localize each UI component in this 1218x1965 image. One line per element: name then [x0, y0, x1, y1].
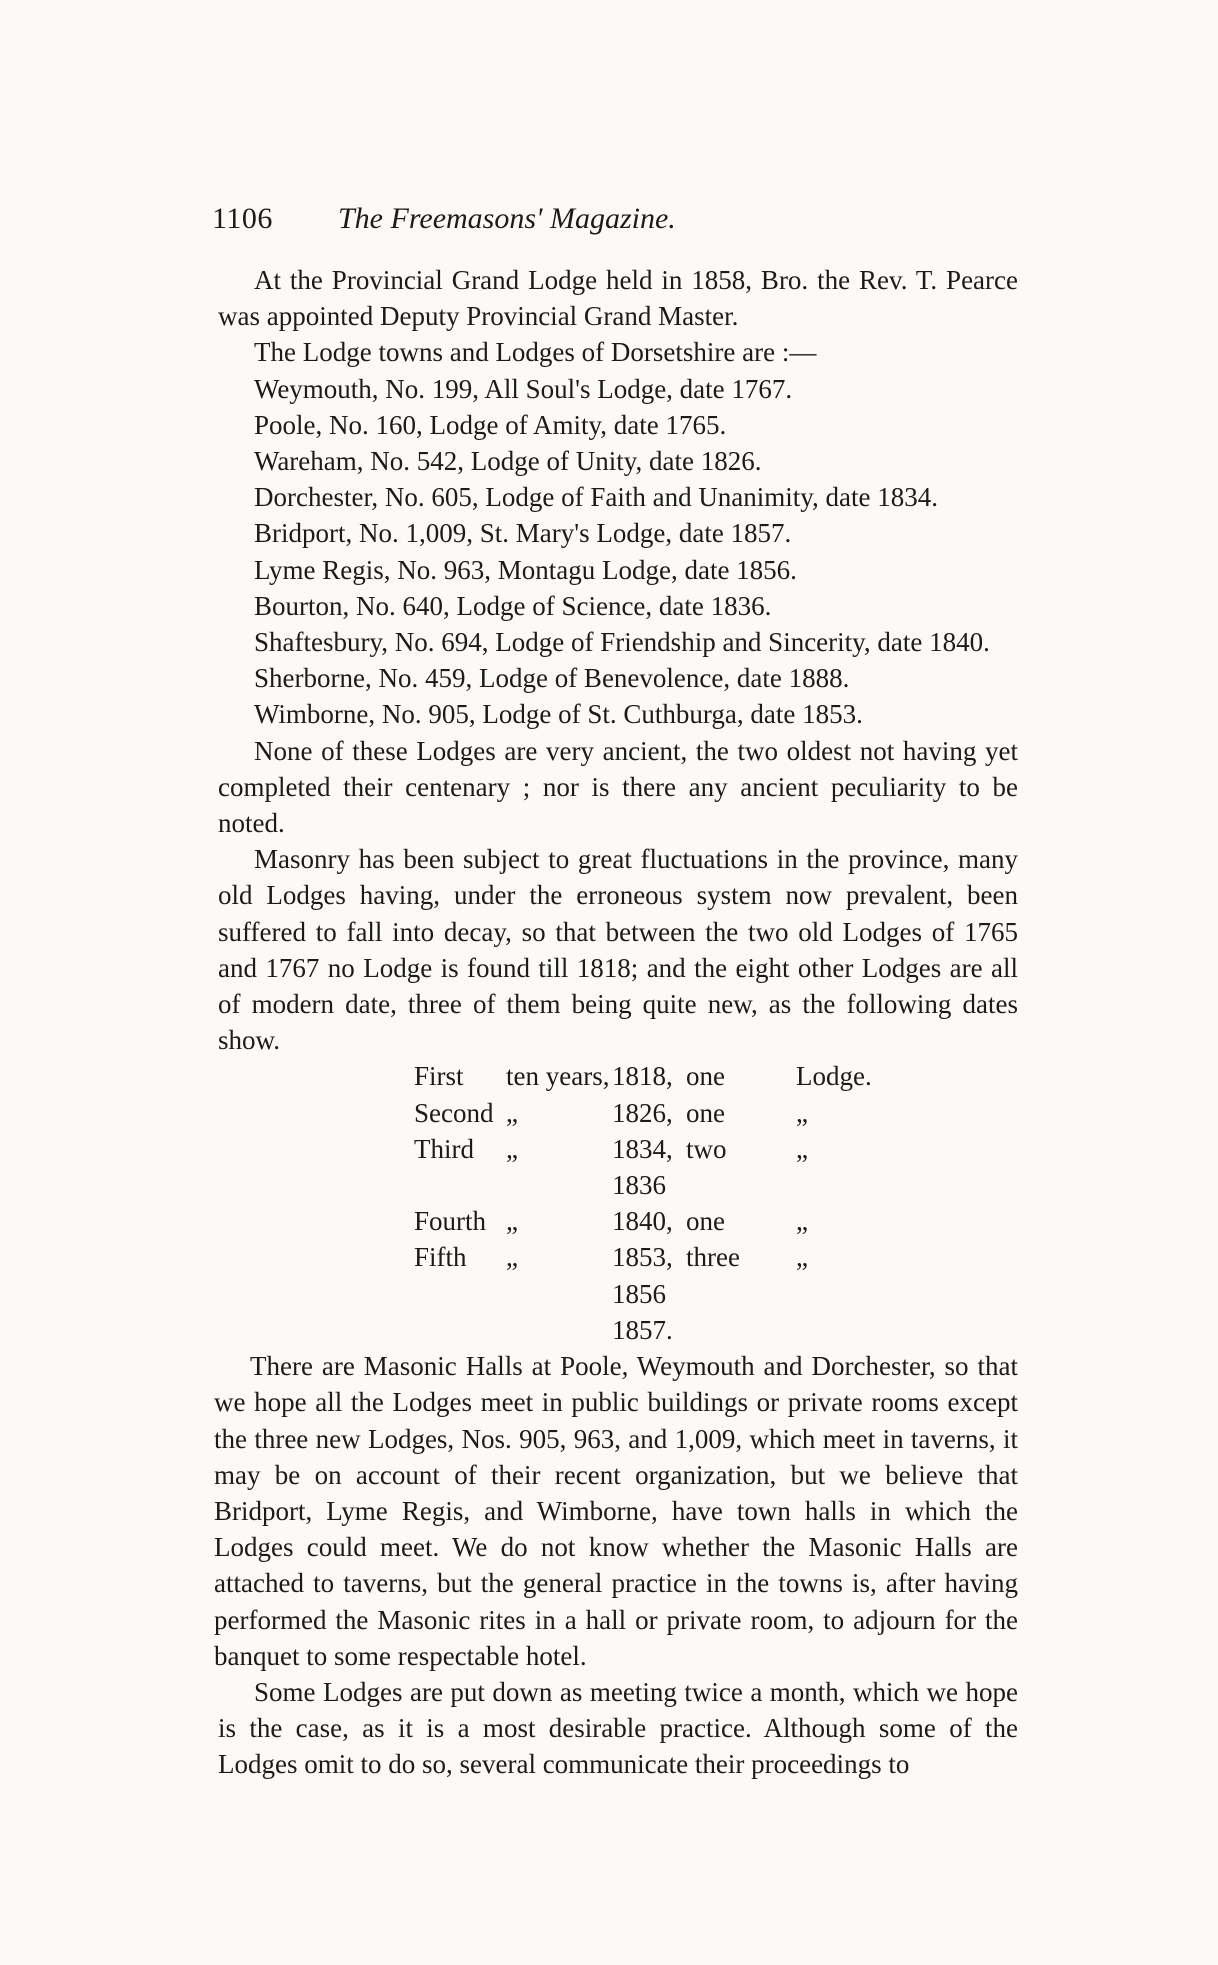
table-row: Fourth „ 1840, one „ — [414, 1206, 808, 1237]
table-row: Second „ 1826, one „ — [414, 1097, 808, 1128]
lodge-list — [218, 371, 1018, 733]
list-item: Shaftesbury, No. 694, Lodge of Friendship and Sincerity, date 1840. — [254, 627, 990, 658]
list-item: Wareham, No. 542, Lodge of Unity, date 1826. — [254, 446, 762, 477]
table-row: First ten years, 1818, one Lodge. — [414, 1061, 872, 1092]
paragraph-meeting-frequency: Some Lodges are put down as meeting twice a month, which we hope is the case, as it is a most desirable practice. Although some of the Lodges omit to do so, several communicate their proceedings to — [218, 1676, 1018, 1780]
paragraph-lodge-list-intro: The Lodge towns and Lodges of Dorsetshire are :— — [254, 337, 817, 368]
article-body — [214, 262, 1018, 1783]
table-row: 1857. — [612, 1314, 673, 1345]
list-item: Dorchester, No. 605, Lodge of Faith and Unanimity, date 1834. — [254, 482, 939, 513]
table-row: Third „ 1834, two „ — [414, 1133, 808, 1164]
page-header — [212, 202, 1032, 242]
paragraph-deputy-appointment: At the Provincial Grand Lodge held in 1858, Bro. the Rev. T. Pearce was appointed Deputy Provincial Grand Master. — [218, 265, 1018, 332]
paragraph-fluctuations: Masonry has been subject to great fluctuations in the province, many old Lodges having, under the erroneous system now prevalent, been suffered to fall into decay, so that between the two old Lodges of 1765 and 1767 no Lodge is found till 1818; and the eight other Lodges are all of modern date, three of them being quite new, as the following dates show. — [218, 844, 1018, 1056]
list-item: Bridport, No. 1,009, St. Mary's Lodge, date 1857. — [254, 518, 792, 549]
dates-table — [414, 1058, 872, 1348]
list-item: Poole, No. 160, Lodge of Amity, date 1765. — [254, 409, 727, 440]
paragraph-masonic-halls: There are Masonic Halls at Poole, Weymouth and Dorchester, so that we hope all the Lodges meet in public buildings or private rooms except the three new Lodges, Nos. 905, 963, and 1,009, which meet in taverns, it may be on account of their recent organization, but we believe that Bridport, Lyme Regis, and Wimborne, have town halls in which the Lodges could meet. We do not know whether the Masonic Halls are attached to taverns, but the general practice in the towns is, after having performed the Masonic rites in a hall or private room, to adjourn for the banquet to some respectable hotel. — [214, 1351, 1018, 1671]
table-row: 1856 — [612, 1278, 666, 1309]
table-row: 1836 — [612, 1170, 666, 1201]
list-item: Wimborne, No. 905, Lodge of St. Cuthburga, date 1853. — [254, 699, 863, 730]
running-title: The Freemasons' Magazine. — [338, 202, 676, 235]
list-item: Weymouth, No. 199, All Soul's Lodge, date 1767. — [254, 373, 793, 404]
page-number: 1106 — [212, 202, 273, 235]
list-item: Sherborne, No. 459, Lodge of Benevolence, date 1888. — [254, 663, 850, 694]
list-item: Bourton, No. 640, Lodge of Science, date 1836. — [254, 590, 772, 621]
list-item: Lyme Regis, No. 963, Montagu Lodge, date 1856. — [254, 554, 797, 585]
table-row: Fifth „ 1853, three „ — [414, 1242, 808, 1273]
paragraph-antiquity: None of these Lodges are very ancient, the two oldest not having yet completed their centenary ; nor is there any ancient peculiarity to be noted. — [218, 735, 1018, 839]
